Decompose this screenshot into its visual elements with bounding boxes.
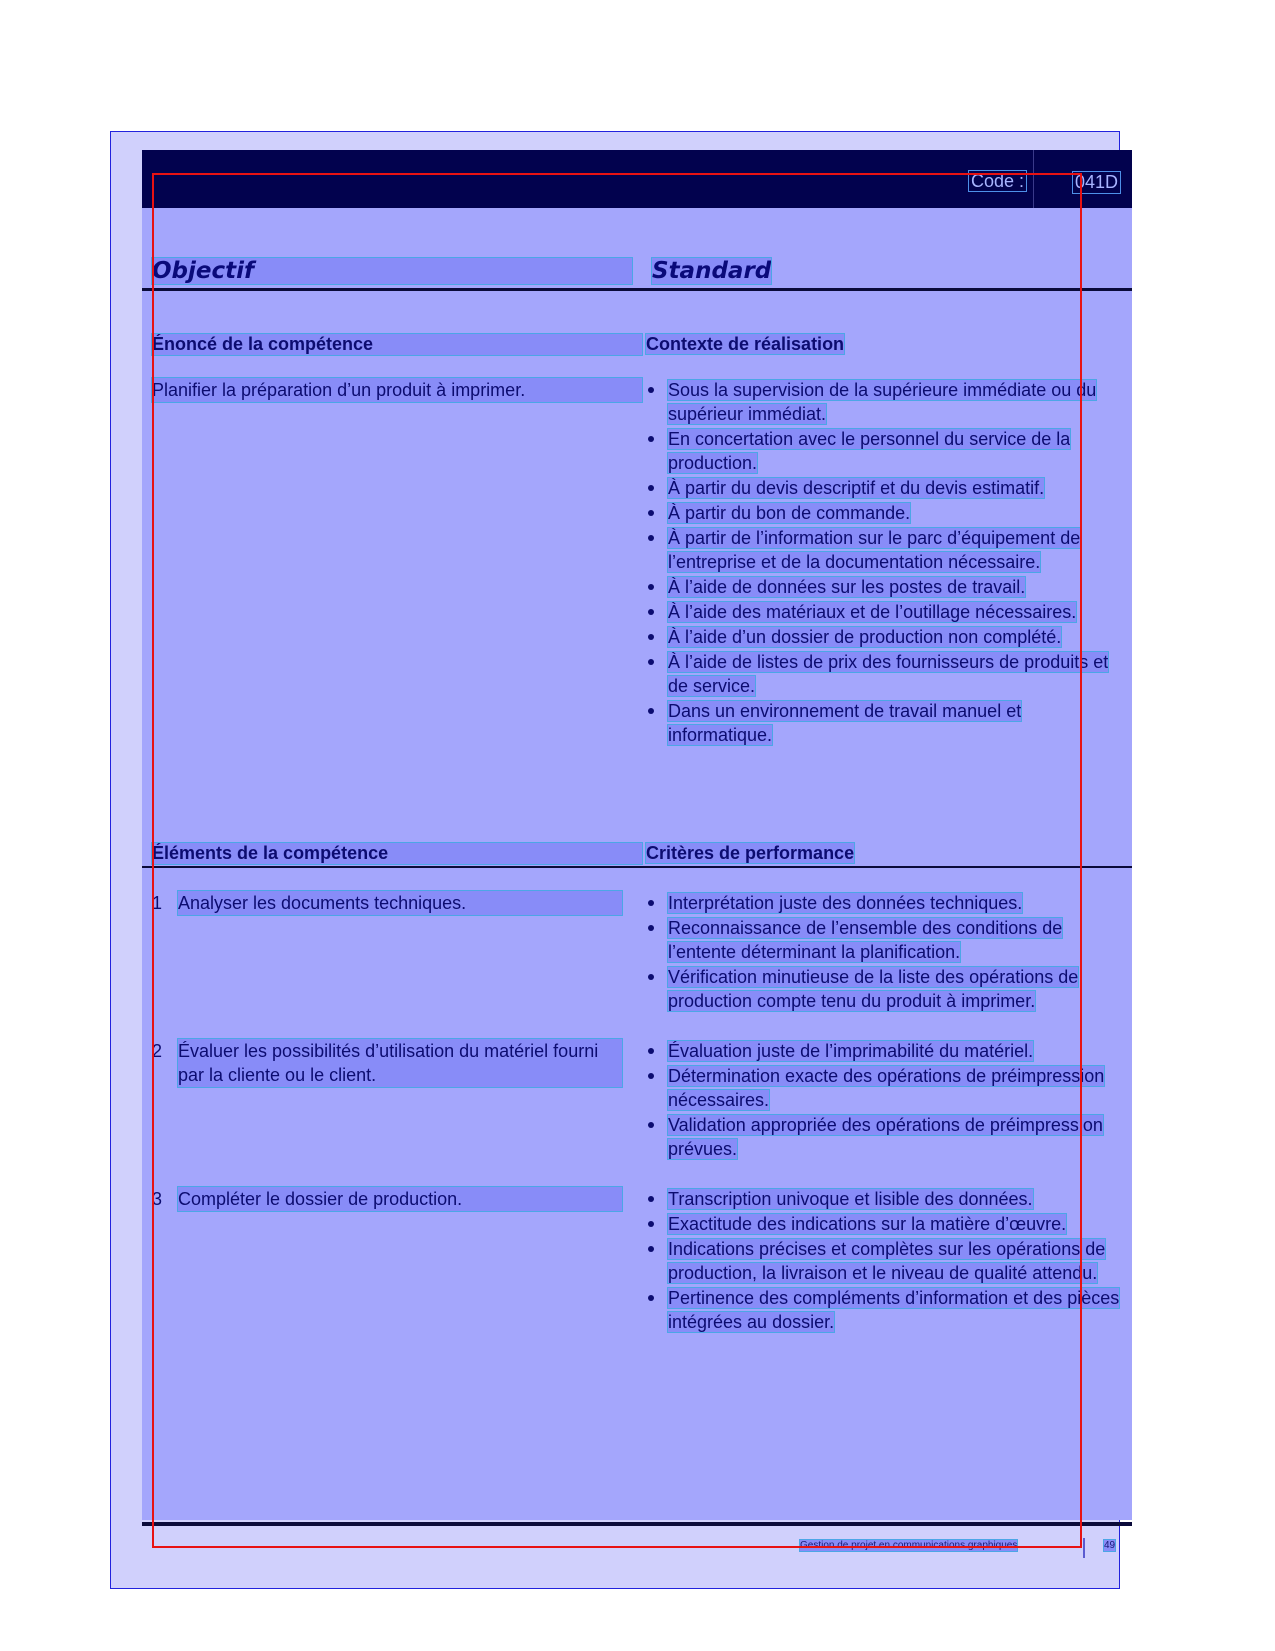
context-item: À l’aide de listes de prix des fournisseurs de produits et de service. bbox=[646, 650, 1126, 698]
footer-tick bbox=[1083, 1538, 1085, 1558]
criterion-item: Détermination exacte des opérations de préimpression nécessaires. bbox=[646, 1064, 1126, 1112]
context-item: À l’aide des matériaux et de l’outillage nécessaires. bbox=[646, 600, 1126, 624]
criteria-list-2 bbox=[646, 1039, 1126, 1161]
context-item: En concertation avec le personnel du service de la production. bbox=[646, 427, 1126, 475]
criterion-item: Validation appropriée des opérations de préimpression prévues. bbox=[646, 1113, 1126, 1161]
context-item: Dans un environnement de travail manuel et informatique. bbox=[646, 699, 1126, 747]
footer-rule bbox=[142, 1522, 1132, 1526]
criteria-list-3 bbox=[646, 1187, 1126, 1334]
context-item: Sous la supervision de la supérieure immédiate ou du supérieur immédiat. bbox=[646, 378, 1126, 426]
standard-title-text: Standard bbox=[652, 258, 772, 284]
context-item: À l’aide de données sur les postes de travail. bbox=[646, 575, 1126, 599]
element-item-1 bbox=[152, 891, 622, 915]
criterion-item: Vérification minutieuse de la liste des opérations de production compte tenu du produit à imprimer. bbox=[646, 965, 1126, 1013]
criterion-item: Interprétation juste des données techniques. bbox=[646, 891, 1126, 915]
element-text: Évaluer les possibilités d’utilisation du matériel fourni par la cliente ou le client. bbox=[178, 1039, 622, 1087]
element-number: 1 bbox=[152, 893, 163, 913]
element-text: Compléter le dossier de production. bbox=[178, 1187, 622, 1211]
code-label: Code : bbox=[968, 170, 1027, 192]
context-item: À partir du bon de commande. bbox=[646, 501, 1126, 525]
code-box bbox=[968, 171, 1119, 192]
element-text: Analyser les documents techniques. bbox=[178, 891, 622, 915]
context-item: À partir de l’information sur le parc d’équipement de l’entreprise et de la documentation nécessaire. bbox=[646, 526, 1126, 574]
criterion-item: Transcription univoque et lisible des données. bbox=[646, 1187, 1126, 1211]
element-number: 2 bbox=[152, 1041, 163, 1061]
footer-text: Gestion de projet en communications graphiques bbox=[800, 1540, 1018, 1551]
context-list bbox=[646, 378, 1126, 747]
context-item: À partir du devis descriptif et du devis estimatif. bbox=[646, 476, 1126, 500]
competence-heading: Énoncé de la compétence bbox=[152, 334, 642, 355]
context-heading-text: Contexte de réalisation bbox=[646, 334, 845, 354]
element-item-3 bbox=[152, 1187, 622, 1211]
competence-statement: Planifier la préparation d’un produit à imprimer. bbox=[152, 378, 642, 402]
criteria-heading-text: Critères de performance bbox=[646, 843, 855, 863]
standard-title bbox=[652, 258, 771, 284]
elements-heading: Éléments de la compétence bbox=[152, 843, 642, 864]
code-value: 041D bbox=[1072, 171, 1121, 194]
code-divider bbox=[1033, 150, 1034, 208]
page-number: 49 bbox=[1104, 1540, 1116, 1551]
context-item: À l’aide d’un dossier de production non complété. bbox=[646, 625, 1126, 649]
criterion-item: Évaluation juste de l’imprimabilité du matériel. bbox=[646, 1039, 1126, 1063]
title-rule bbox=[142, 288, 1132, 291]
element-item-2 bbox=[152, 1039, 622, 1087]
context-heading bbox=[646, 334, 844, 355]
elements-rule bbox=[142, 866, 1132, 868]
criterion-item: Reconnaissance de l’ensemble des conditions de l’entente déterminant la planification. bbox=[646, 916, 1126, 964]
objective-title: Objectif bbox=[152, 258, 632, 284]
criterion-item: Exactitude des indications sur la matière d’œuvre. bbox=[646, 1212, 1126, 1236]
criterion-item: Pertinence des compléments d’information et des pièces intégrées au dossier. bbox=[646, 1286, 1126, 1334]
criterion-item: Indications précises et complètes sur les opérations de production, la livraison et le niveau de qualité attendu. bbox=[646, 1237, 1126, 1285]
criteria-heading bbox=[646, 843, 854, 864]
element-number: 3 bbox=[152, 1189, 163, 1209]
criteria-list-1 bbox=[646, 891, 1126, 1013]
